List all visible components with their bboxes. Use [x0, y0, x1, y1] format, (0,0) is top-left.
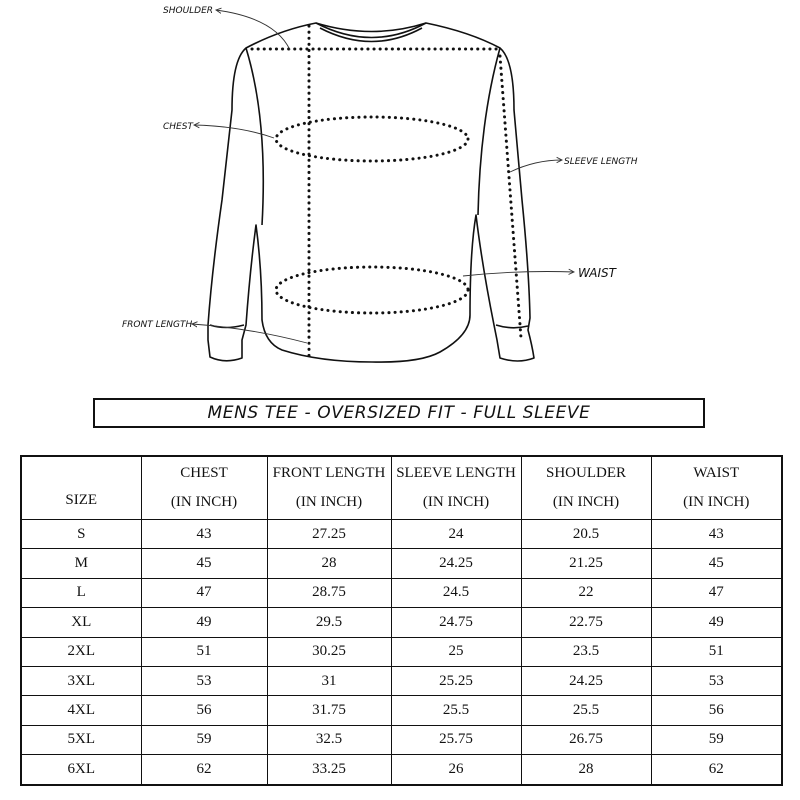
value-cell: 24.25 [391, 549, 521, 578]
value-cell: 24.5 [391, 578, 521, 607]
value-cell: 25.75 [391, 725, 521, 754]
value-cell: 62 [651, 755, 782, 785]
table-row [21, 578, 782, 607]
value-cell: 47 [651, 578, 782, 607]
size-cell: M [21, 549, 141, 578]
value-cell: 31 [267, 666, 391, 695]
value-cell: 43 [141, 520, 267, 549]
measurement-guides [252, 26, 521, 358]
value-cell: 56 [141, 696, 267, 725]
value-cell: 30.25 [267, 637, 391, 666]
chart-title: MENS TEE - OVERSIZED FIT - FULL SLEEVE [93, 398, 705, 428]
value-cell: 49 [651, 608, 782, 637]
label-chest: CHEST [163, 122, 193, 132]
header-unit: (IN INCH) [552, 494, 620, 510]
size-cell: XL [21, 608, 141, 637]
value-cell: 22.75 [521, 608, 651, 637]
header-sleeve-length [391, 456, 521, 520]
value-cell: 59 [651, 725, 782, 754]
header-shoulder [521, 456, 651, 520]
value-cell: 51 [141, 637, 267, 666]
size-cell: L [21, 578, 141, 607]
value-cell: 24.75 [391, 608, 521, 637]
header-waist [651, 456, 782, 520]
table-row [21, 696, 782, 725]
table-row [21, 725, 782, 754]
value-cell: 56 [651, 696, 782, 725]
value-cell: 62 [141, 755, 267, 785]
value-cell: 21.25 [521, 549, 651, 578]
value-cell: 23.5 [521, 637, 651, 666]
value-cell: 25 [391, 637, 521, 666]
size-table [20, 455, 783, 786]
header-name: FRONT LENGTH [272, 465, 386, 481]
table-row [21, 608, 782, 637]
header-unit: (IN INCH) [295, 494, 363, 510]
label-shoulder: SHOULDER [163, 6, 214, 16]
value-cell: 53 [141, 666, 267, 695]
value-cell: 33.25 [267, 755, 391, 785]
header-size: SIZE [21, 456, 141, 520]
label-front-length: FRONT LENGTH [122, 320, 193, 330]
value-cell: 28.75 [267, 578, 391, 607]
value-cell: 26.75 [521, 725, 651, 754]
value-cell: 28 [521, 755, 651, 785]
value-cell: 24 [391, 520, 521, 549]
value-cell: 47 [141, 578, 267, 607]
value-cell: 29.5 [267, 608, 391, 637]
label-waist: WAIST [578, 266, 616, 280]
table-row [21, 520, 782, 549]
value-cell: 32.5 [267, 725, 391, 754]
value-cell: 28 [267, 549, 391, 578]
value-cell: 25.5 [521, 696, 651, 725]
size-cell: 6XL [21, 755, 141, 785]
value-cell: 22 [521, 578, 651, 607]
value-cell: 51 [651, 637, 782, 666]
value-cell: 24.25 [521, 666, 651, 695]
header-front-length [267, 456, 391, 520]
header-name: WAIST [693, 465, 740, 481]
header-name: SHOULDER [545, 465, 626, 481]
size-cell: 2XL [21, 637, 141, 666]
label-sleeve-length: SLEEVE LENGTH [564, 157, 638, 167]
header-name: SLEEVE LENGTH [396, 465, 516, 481]
size-cell: 4XL [21, 696, 141, 725]
value-cell: 53 [651, 666, 782, 695]
size-cell: S [21, 520, 141, 549]
value-cell: 25.25 [391, 666, 521, 695]
sweatshirt-outline [208, 23, 534, 362]
header-chest [141, 456, 267, 520]
value-cell: 59 [141, 725, 267, 754]
header-unit: (IN INCH) [170, 494, 238, 510]
value-cell: 20.5 [521, 520, 651, 549]
value-cell: 27.25 [267, 520, 391, 549]
value-cell: 45 [141, 549, 267, 578]
table-row [21, 637, 782, 666]
value-cell: 49 [141, 608, 267, 637]
header-unit: (IN INCH) [683, 494, 750, 510]
value-cell: 31.75 [267, 696, 391, 725]
value-cell: 25.5 [391, 696, 521, 725]
table-row [21, 666, 782, 695]
size-cell: 3XL [21, 666, 141, 695]
value-cell: 45 [651, 549, 782, 578]
table-header-row [21, 456, 782, 520]
header-name: CHEST [180, 465, 228, 481]
value-cell: 43 [651, 520, 782, 549]
table-row [21, 755, 782, 785]
size-cell: 5XL [21, 725, 141, 754]
size-chart [0, 445, 800, 800]
header-unit: (IN INCH) [422, 494, 490, 510]
garment-diagram [0, 0, 800, 385]
table-row [21, 549, 782, 578]
value-cell: 26 [391, 755, 521, 785]
